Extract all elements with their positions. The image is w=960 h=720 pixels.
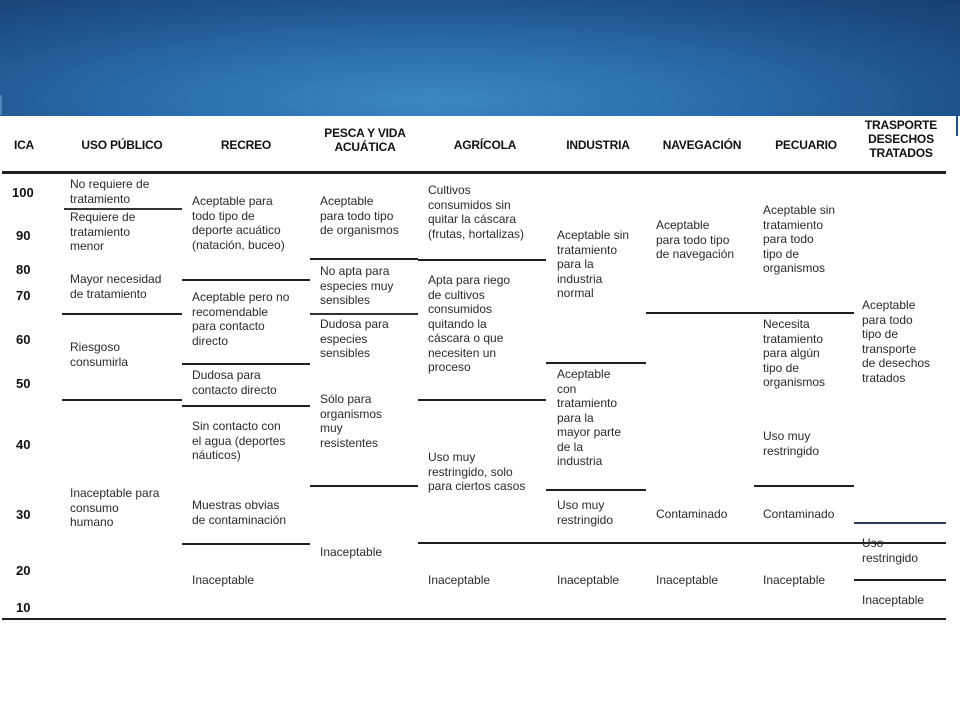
ica-usage-table [0,116,960,626]
row-divider [182,543,310,545]
ica-value: 10 [16,600,31,615]
row-divider [418,259,546,261]
trasporte-cell: Aceptable para todo tipo de transporte de desechos tratados [862,298,931,385]
ica-value: 50 [16,376,31,391]
industria-cell: Aceptable sin tratamiento para la industria normal [557,228,630,300]
ica-value: 30 [16,507,31,522]
row-divider [62,313,182,315]
ica-value: 80 [16,262,31,277]
recreo-cell: Sin contacto con el agua (deportes náuticos) [192,419,286,462]
trasporte-cell: Uso restringido [862,536,919,565]
uso-publico-cell: Riesgoso consumirla [70,340,129,369]
uso-publico-cell: Mayor necesidad de tratamiento [70,272,162,301]
ica-value: 90 [16,228,31,243]
navegacion-cell: Contaminado [656,507,728,521]
row-divider [310,313,418,315]
pecuario-cell: Aceptable sin tratamiento para todo tipo de organismos [763,203,836,275]
header-uso-publico: USO PÚBLICO [81,138,163,152]
table-right-border [956,116,958,136]
navegacion-cell: Aceptable para todo tipo de navegación [656,218,735,261]
pesca-cell: Inaceptable [320,545,383,559]
row-divider [546,362,646,364]
pecuario-cell: Uso muy restringido [763,429,820,458]
trasporte-cell: Inaceptable [862,593,925,607]
row-divider [646,312,854,314]
row-divider [418,399,546,401]
row-divider [310,485,418,487]
recreo-cell: Dudosa para contacto directo [192,368,277,397]
ica-value: 70 [16,288,31,303]
header-rule [2,171,946,174]
row-divider [754,485,854,487]
row-divider [854,579,946,581]
recreo-cell: Inaceptable [192,573,255,587]
pesca-cell: Aceptable para todo tipo de organismos [320,194,399,237]
ica-value: 60 [16,332,31,347]
navegacion-cell: Inaceptable [656,573,719,587]
uso-publico-cell: Inaceptable para consumo humano [70,486,160,529]
row-divider [182,363,310,365]
header-industria: INDUSTRIA [566,138,630,152]
table-bottom-rule [2,618,946,620]
header-navegacion: NAVEGACIÓN [662,138,742,152]
recreo-cell: Aceptable pero no recomendable para contacto directo [192,290,290,348]
header-pesca: PESCA Y VIDA ACUÁTICA [324,126,406,154]
pesca-cell: No apta para especies muy sensibles [320,264,394,307]
recreo-cell: Muestras obvias de contaminación [192,498,287,527]
header-pecuario: PECUARIO [775,138,837,152]
banner-accent [0,95,12,115]
ica-value: 100 [12,185,34,200]
row-divider [546,489,646,491]
row-divider [62,399,182,401]
title-banner [0,0,960,118]
pecuario-cell: Contaminado [763,507,835,521]
pesca-cell: Dudosa para especies sensibles [320,317,389,360]
row-divider [182,279,310,281]
industria-cell: Aceptable con tratamiento para la mayor parte de la industria [557,367,622,468]
header-recreo: RECREO [220,138,272,152]
header-trasporte: TRASPORTE DESECHOS TRATADOS [864,118,938,160]
agricola-cell: Uso muy restringido, solo para ciertos casos [428,450,526,493]
ica-value: 40 [16,437,31,452]
uso-publico-cell: Requiere de tratamiento menor [70,210,136,253]
agricola-cell: Cultivos consumidos sin quitar la cáscara (frutas, hortalizas) [428,183,525,241]
industria-cell: Uso muy restringido [557,498,614,527]
row-divider [310,258,418,260]
recreo-cell: Aceptable para todo tipo de deporte acuático (natación, buceo) [192,194,285,252]
agricola-cell: Inaceptable [428,573,491,587]
ica-value: 20 [16,563,31,578]
header-agricola: AGRÍCOLA [453,138,517,152]
pecuario-cell: Inaceptable [763,573,826,587]
uso-publico-cell: No requiere de tratamiento [70,177,150,206]
industria-cell: Inaceptable [557,573,620,587]
pesca-cell: Sólo para organismos muy resistentes [320,392,383,450]
row-divider [854,522,946,524]
header-ica: ICA [13,138,35,152]
row-divider [182,405,310,407]
pecuario-cell: Necesita tratamiento para algún tipo de organismos [763,317,826,389]
agricola-cell: Apta para riego de cultivos consumidos quitando la cáscara o que necesiten un proceso [428,273,511,374]
